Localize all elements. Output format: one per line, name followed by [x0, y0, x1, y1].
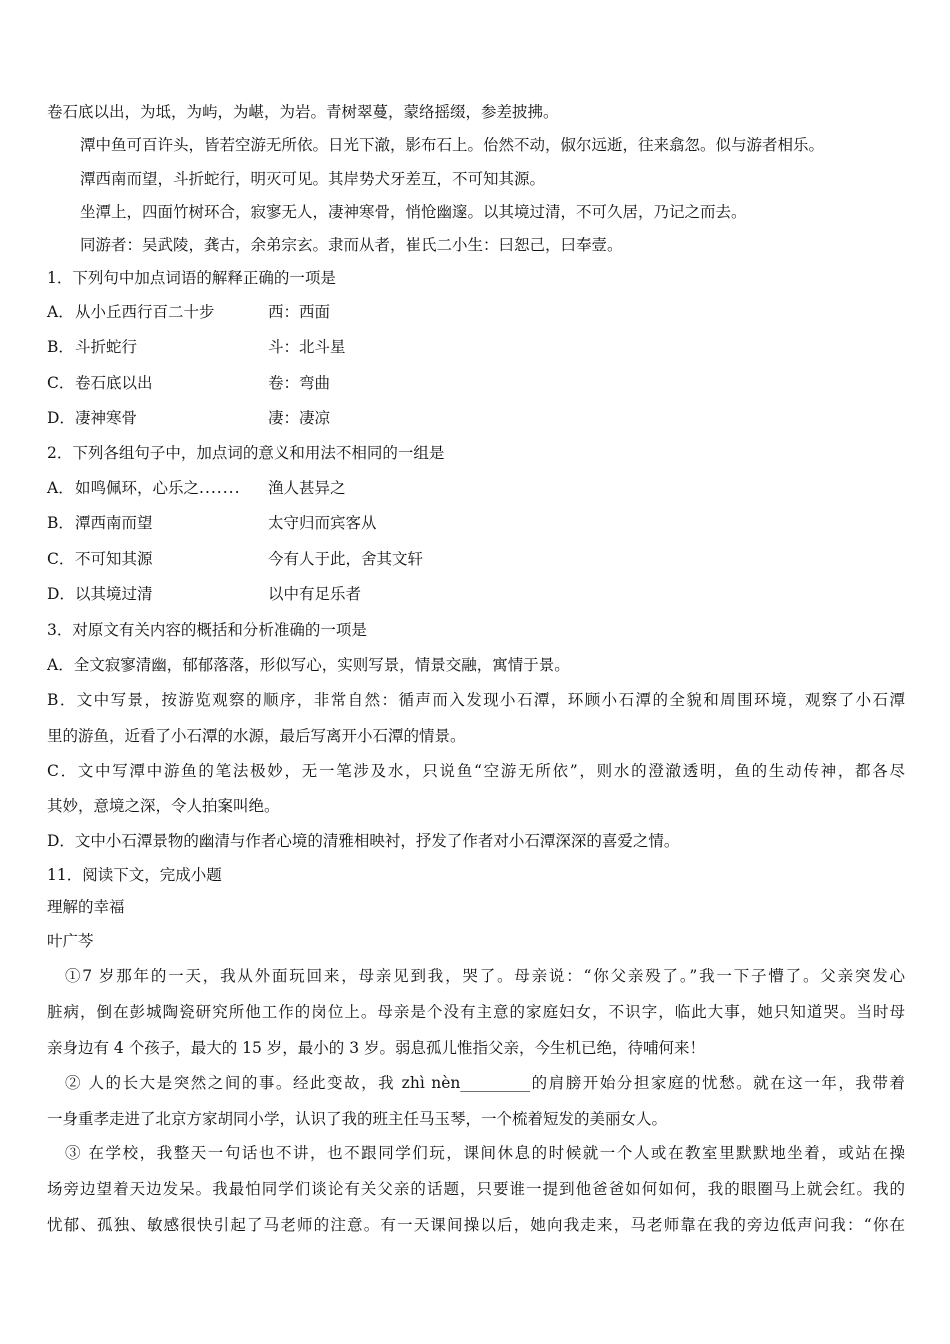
q3-option-c-cont: 其妙，意境之深，令人拍案叫绝。: [47, 797, 280, 815]
passage-paragraph: 潭西南而望，斗折蛇行，明灭可见。其岸势犬牙差互，不可知其源。: [80, 170, 546, 188]
article-line: 一身重孝走进了北京方家胡同小学，认识了我的班主任马玉琴，一个梳着短发的美丽女人。: [47, 1110, 668, 1128]
q3-option-d: D．文中小石潭景物的幽清与作者心境的清雅相映衬，抒发了作者对小石潭深深的喜爱之情。: [47, 832, 680, 850]
article-line: 脏病，倒在彭城陶瓷研究所他工作的岗位上。母亲是个没有主意的家庭妇女，不识字，临此大事，她只知道哭。当时母: [47, 1003, 905, 1021]
q3-option-b: B．文中写景，按游览观察的顺序，非常自然：循声而入发现小石潭，环顾小石潭的全貌和周围环境，观察了小石潭: [47, 691, 905, 709]
option-explanation: 凄：凄凉: [268, 409, 331, 427]
q1-option-c: [47, 373, 331, 393]
q1-option-b: [47, 337, 346, 357]
q3-option-a: A．全文寂寥清幽，郁郁落落，形似写心，实则写景，情景交融，寓情于景。: [47, 656, 570, 674]
article-title: 理解的幸福: [47, 898, 125, 916]
question-3-stem: 3．对原文有关内容的概括和分析准确的一项是: [47, 621, 367, 639]
option-explanation: 斗：北斗星: [268, 338, 346, 356]
q1-option-d: [47, 408, 331, 428]
option-explanation: 卷：弯曲: [268, 374, 331, 392]
article-paragraph-3: ③ 在学校，我整天一句话也不讲，也不跟同学们玩，课间休息的时候就一个人或在教室里默默地坐着，或站在操: [65, 1144, 905, 1162]
option-compare: 太守归而宾客从: [268, 514, 377, 532]
option-compare: 今有人于此，舍其文轩: [268, 550, 424, 568]
option-key: C．: [47, 550, 75, 568]
option-text: 如鸣佩环，心乐之: [75, 479, 200, 497]
option-key: C．: [47, 374, 75, 392]
option-key: B．: [47, 338, 74, 356]
passage-line: 卷石底以出，为坻，为屿，为嵁，为岩。青树翠蔓，蒙络摇缀，参差披拂。: [47, 103, 559, 121]
option-text: 从小丘西行百二十步: [75, 303, 215, 321]
question-1-stem: 1．下列句中加点词语的解释正确的一项是: [47, 269, 336, 287]
q3-option-c: C．文中写潭中游鱼的笔法极妙，无一笔涉及水，只说鱼“空游无所依”，则水的澄澈透明，鱼的生动传神，都各尽: [47, 762, 905, 780]
option-text: 斗折蛇行: [75, 338, 138, 356]
passage-paragraph: 潭中鱼可百许头，皆若空游无所依。日光下澈，影布石上。佁然不动，俶尔远逝，往来翕忽。似与游者相乐。: [80, 136, 825, 154]
q2-option-d: [47, 584, 362, 604]
question-2-stem: 2．下列各组句子中，加点词的意义和用法不相同的一组是: [47, 444, 445, 462]
option-key: D．: [47, 409, 75, 427]
article-line: 亲身边有 4 个孩子，最大的 15 岁，最小的 3 岁。弱息孤儿惟指父亲，今生机已绝，待哺何来！: [47, 1039, 706, 1057]
article-paragraph-2: ② 人的长大是突然之间的事。经此变故，我 zhì nèn_________的肩膀开始分担家庭的忧愁。就在这一年，我带着: [65, 1074, 905, 1092]
option-compare: 以中有足乐者: [268, 585, 362, 603]
passage-paragraph: 同游者：吴武陵，龚古，余弟宗玄。隶而从者，崔氏二小生：曰恕己，曰奉壹。: [80, 236, 623, 254]
article-paragraph-1: ①7 岁那年的一天，我从外面玩回来，母亲见到我，哭了。母亲说：“你父亲殁了。”我一下子懵了。父亲突发心: [65, 967, 905, 985]
article-line: 忧郁、孤独、敏感很快引起了马老师的注意。有一天课间操以后，她向我走来，马老师靠在我的旁边低声问我：“你在: [47, 1216, 905, 1234]
option-key: D．: [47, 585, 75, 603]
option-key: A．: [47, 479, 74, 497]
option-key: A．: [47, 303, 74, 321]
passage-paragraph: 坐潭上，四面竹树环合，寂寥无人，凄神寒骨，悄怆幽邃。以其境过清，不可久居，乃记之而去。: [80, 203, 747, 221]
option-explanation: 西：西面: [268, 303, 331, 321]
article-line: 场旁边望着天边发呆。我最怕同学们谈论有关父亲的话题，只要谁一提到他爸爸如何如何，我的眼圈马上就会红。我的: [47, 1180, 905, 1198]
q1-option-a: [47, 302, 331, 322]
article-author: 叶广芩: [47, 932, 94, 950]
q2-option-a: [47, 478, 346, 498]
emphasis-dots: .......: [199, 479, 241, 497]
option-compare: 渔人甚异之: [268, 479, 346, 497]
q3-option-b-cont: 里的游鱼，近看了小石潭的水源，最后写离开小石潭的情景。: [47, 727, 466, 745]
q2-option-c: [47, 549, 424, 569]
question-11-stem: 11．阅读下文，完成小题: [47, 866, 222, 884]
option-text: 凄神寒骨: [75, 409, 138, 427]
option-text: 不可知其源: [75, 550, 153, 568]
option-key: B．: [47, 514, 74, 532]
q2-option-b: [47, 513, 377, 533]
option-text: 卷石底以出: [75, 374, 153, 392]
option-text: 以其境过清: [75, 585, 153, 603]
option-text: 潭西南而望: [75, 514, 153, 532]
